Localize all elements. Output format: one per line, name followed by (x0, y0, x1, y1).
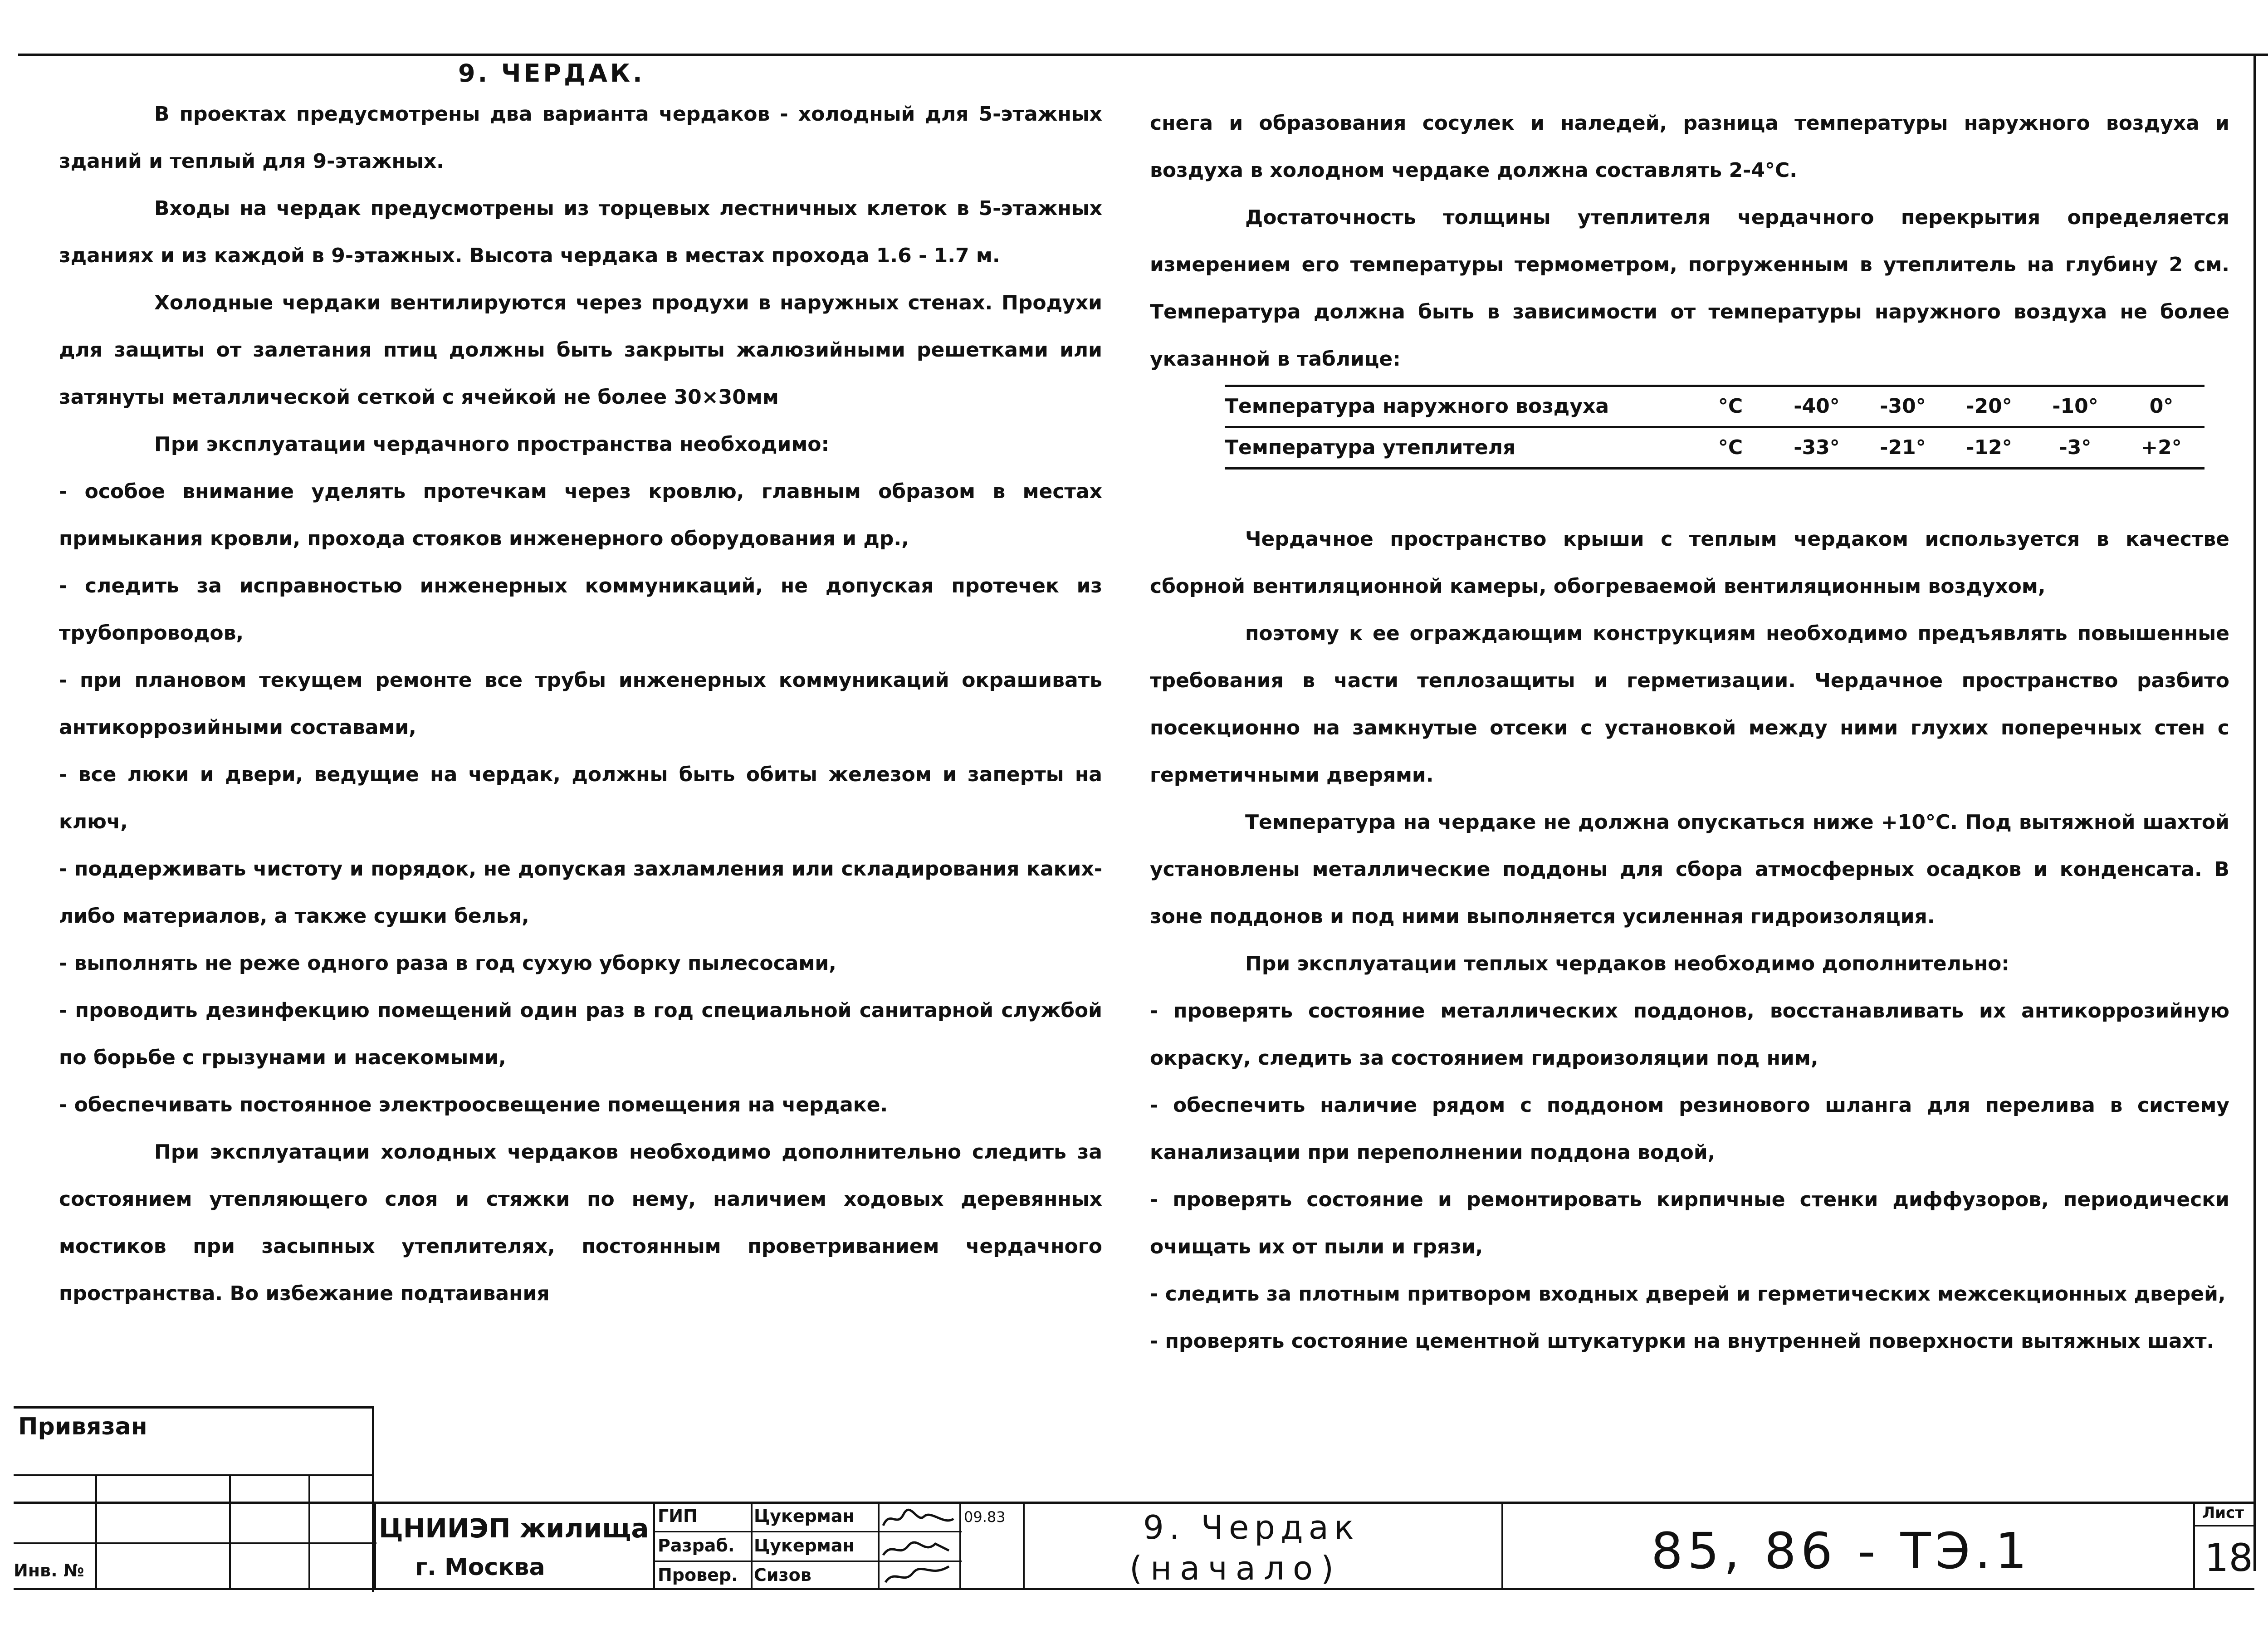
table-cell: Температура утеплителя (1225, 427, 1687, 469)
table-cell: +2° (2118, 427, 2204, 469)
table-cell: -21° (1860, 427, 1946, 469)
grid-line (1023, 1502, 1025, 1590)
grid-line (229, 1474, 231, 1590)
list-item: - проводить дезинфекцию помещений один раз в год специальной санитарной службой по борьбе с грызунами и насекомыми, (59, 999, 1102, 1069)
grid-line (878, 1502, 880, 1590)
sheet-title-line1: 9. Чердак (1143, 1508, 1359, 1546)
table-cell: Температура наружного воздуха (1225, 386, 1687, 427)
table-cell: -30° (1860, 386, 1946, 427)
list-item: - проверять состояние и ремонтировать кирпичные стенки диффузоров, периодически очищать их от пыли и грязи, (1150, 1188, 2229, 1258)
table-cell: °С (1687, 427, 1774, 469)
table-cell: 0° (2118, 386, 2204, 427)
sheet-title-line2: (начало) (1129, 1549, 1342, 1587)
table-cell: -40° (1774, 386, 1860, 427)
inventory-number-label: Инв. № (14, 1561, 84, 1580)
left-column (59, 91, 1102, 1317)
title-block (0, 1406, 2268, 1634)
table-cell: -20° (1946, 386, 2032, 427)
spacer (1150, 470, 2229, 516)
right-border (2253, 54, 2256, 1571)
paragraph: При эксплуатации чердачного пространства необходимо: (154, 433, 830, 456)
stamp-top-line (14, 1502, 2254, 1504)
grid-line (959, 1502, 961, 1590)
list-item: - проверять состояние металлических поддонов, восстанавливать их антикоррозийную окраску, следить за состоянием гидроизоляции под ним, (1150, 999, 2229, 1070)
role-name: Сизов (754, 1565, 811, 1585)
table-cell: -12° (1946, 427, 2032, 469)
paragraph: Чердачное пространство крыши с теплым чердаком используется в качестве сборной вентиляционной камеры, обогреваемой вентиляционным воздухом, (1150, 528, 2229, 598)
stamp-mid-line (14, 1542, 376, 1544)
paragraph: При эксплуатации теплых чердаков необходимо дополнительно: (1245, 952, 2009, 975)
table-row (1225, 427, 2204, 469)
role-name: Цукерман (754, 1536, 855, 1556)
grid-line (308, 1474, 310, 1590)
role-date: 09.83 (964, 1508, 1006, 1526)
sheet-label: Лист (2202, 1504, 2244, 1522)
role-label: Разраб. (658, 1536, 735, 1556)
role-name: Цукерман (754, 1506, 855, 1526)
right-column (1150, 100, 2229, 1365)
paragraph: Достаточность толщины утеплителя чердачного перекрытия определяется измерением его температуры термометром, погруженным в утеплитель на глубину 2 см. Температура должна быть в зависимости от температуры наружного воздуха не более указанной в таблице: (1150, 206, 2229, 371)
grid-line (2193, 1502, 2195, 1590)
stamp-bottom-line (14, 1588, 2254, 1590)
list-item: - выполнять не реже одного раза в год сухую уборку пылесосами, (59, 952, 836, 975)
grid-line (2193, 1525, 2254, 1526)
grid-line (1501, 1502, 1503, 1590)
table-cell: °С (1687, 386, 1774, 427)
grid-line (95, 1474, 97, 1590)
role-label: Провер. (658, 1565, 738, 1585)
role-label: ГИП (658, 1506, 698, 1526)
list-item: - обеспечивать постоянное электроосвещение помещения на чердаке. (59, 1093, 888, 1116)
list-item: - все люки и двери, ведущие на чердак, должны быть обиты железом и заперты на ключ, (59, 763, 1102, 833)
grid-line (374, 1502, 376, 1590)
paragraph: Холодные чердаки вентилируются через продухи в наружных стенах. Продухи для защиты от залетания птиц должны быть закрыты жалюзийными решетками или затянуты металлической сеткой с ячейкой не более 30×30мм (59, 291, 1102, 409)
paragraph: поэтому к ее ограждающим конструкциям необходимо предъявлять повышенные требования в части теплозащиты и герметизации. Чердачное пространство разбито посекционно на замкнутые отсеки с установкой между ними глухих поперечных стен с герметичными дверями. (1150, 622, 2229, 787)
list-item: - поддерживать чистоту и порядок, не допуская захламления или складирования каких-либо материалов, а также сушки белья, (59, 857, 1102, 928)
table-row (1225, 386, 2204, 427)
list-item: - следить за исправностью инженерных коммуникаций, не допуская протечек из трубопроводов, (59, 574, 1102, 645)
sheet-number: 18 (2204, 1536, 2253, 1580)
organization-name: ЦНИИЭП жилища (379, 1513, 649, 1544)
paragraph: Температура на чердаке не должна опускаться ниже +10°С. Под вытяжной шахтой установлены металлические поддоны для сбора атмосферных осадков и конденсата. В зоне поддонов и под ними выполняется усиленная гидроизоляция. (1150, 811, 2229, 928)
top-border (18, 54, 2268, 56)
list-item: - проверять состояние цементной штукатурки на внутренней поверхности вытяжных шахт. (1150, 1330, 2214, 1353)
table-cell: -10° (2032, 386, 2118, 427)
privyazan-label: Привязан (18, 1413, 147, 1440)
paragraph: Входы на чердак предусмотрены из торцевых лестничных клеток в 5-этажных зданиях и из каждой в 9-этажных. Высота чердака в местах прохода 1.6 - 1.7 м. (59, 197, 1102, 267)
table-cell: -33° (1774, 427, 1860, 469)
signature-image (881, 1505, 958, 1587)
grid-line (653, 1502, 655, 1590)
table-cell: -3° (2032, 427, 2118, 469)
list-item: - обеспечить наличие рядом с поддоном резинового шланга для перелива в систему канализации при переполнении поддона водой, (1150, 1094, 2229, 1164)
temperature-table (1225, 385, 2204, 470)
paragraph: снега и образования сосулек и наледей, разница температуры наружного воздуха и воздуха в холодном чердаке должна составлять 2-4°С. (1150, 112, 2229, 182)
section-heading: 9. ЧЕРДАК. (458, 59, 645, 88)
paragraph: При эксплуатации холодных чердаков необходимо дополнительно следить за состоянием утепляющего слоя и стяжки по нему, наличием ходовых деревянных мостиков при засыпных утеплителях, постоянным проветриванием чердачного пространства. Во избежание подтаивания (59, 1140, 1102, 1305)
grid-line (751, 1502, 753, 1590)
privyazan-top-line (14, 1406, 374, 1409)
list-item: - следить за плотным притвором входных дверей и герметических межсекционных дверей, (1150, 1282, 2226, 1306)
list-item: - особое внимание уделять протечкам через кровлю, главным образом в местах примыкания кровли, прохода стояков инженерного оборудования и др., (59, 480, 1102, 550)
organization-city: г. Москва (415, 1554, 545, 1581)
privyazan-bottom-line (14, 1474, 374, 1476)
paragraph: В проектах предусмотрены два варианта чердаков - холодный для 5-этажных зданий и теплый для 9-этажных. (59, 103, 1102, 173)
project-code: 85, 86 - ТЭ.1 (1651, 1522, 2032, 1580)
list-item: - при плановом текущем ремонте все трубы инженерных коммуникаций окрашивать антикоррозийными составами, (59, 669, 1102, 739)
